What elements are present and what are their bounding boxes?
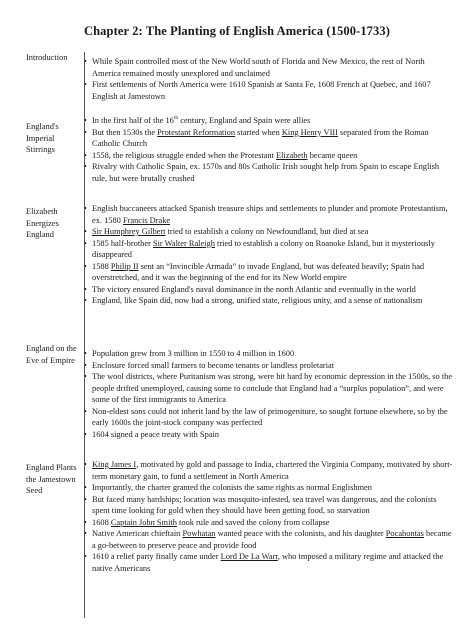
bullet-list: [83, 56, 453, 102]
bullet-item: [83, 203, 453, 226]
bullet-item: [83, 528, 453, 551]
underlined-term: Captain John Smith: [110, 517, 177, 527]
bullet-list: [83, 459, 453, 574]
text-run: But then 1530s the: [92, 127, 158, 137]
text-run: tried to establish a colony on Newfoundland, but died at sea: [165, 227, 369, 236]
text-run: Population grew from 3 million in 1550 to 4 million in 1600: [92, 349, 295, 358]
bullet-item: [83, 238, 453, 261]
text-run: became queen: [307, 150, 358, 160]
bullet-item: [83, 459, 453, 482]
underlined-term: King James I: [92, 460, 137, 469]
text-run: Rivalry with Catholic Spain, ex. 1570s and 80s Catholic Irish sought help from Spain to escape English rule, but were brutally crushed: [92, 162, 440, 183]
text-run: First settlements of North America were 1610 Spanish at Santa Fe, 1608 French at Quebec, and 1607 English at Jamestown: [92, 80, 431, 101]
bullet-item: [83, 56, 453, 79]
bullet-item: [83, 150, 453, 162]
bullet-item: [83, 115, 453, 127]
underlined-term: Powhatan: [182, 529, 216, 538]
bullet-list: [83, 203, 453, 307]
bullet-item: [83, 360, 453, 372]
text-run: Enclosure forced small farmers to become tenants or landless proletariat: [92, 360, 335, 370]
underlined-term: Sir Humphrey Gilbert: [92, 227, 166, 236]
section-label: England Plants the Jamestown Seed: [26, 463, 77, 495]
underlined-term: King Henry VIII: [281, 127, 338, 137]
section-label: England's Imperial Stirrings: [26, 122, 59, 154]
underlined-term: Lord De La Warr: [220, 552, 278, 561]
text-run: separated from the Roman Catholic Church: [92, 127, 429, 148]
text-run: 1585 half-brother: [92, 238, 153, 248]
bullet-list: [83, 115, 453, 184]
text-run: But faced many hardships; location was mosquito-infested, sea travel was dangerous, and the colonists spent time looking for gold when they should have been getting food, so starvation: [92, 494, 437, 515]
page-title: Chapter 2: The Planting of English America (1500-1733): [84, 24, 390, 38]
text-run: wanted peace with the colonists, and his daughter: [215, 529, 386, 538]
text-run: century, England and Spain were allies: [178, 116, 311, 125]
underlined-term: Philip II: [110, 261, 139, 271]
underlined-term: Protestant Reformation: [157, 127, 236, 137]
text-run: Native American chieftain: [92, 529, 183, 538]
text-run: 1608: [92, 517, 111, 527]
text-run: , who imposed a military regime and attacked the native Americans: [92, 552, 444, 573]
text-run: England, like Spain did, now had a strong, unified state, religious unity, and a sense of nationalism: [92, 296, 423, 305]
bullet-item: [83, 371, 453, 406]
text-run: sent an “Invincible Armada” to invade England, but was defeated heavily; Spain had overstretched, and it was the beginning of the end for its New World empire: [92, 261, 425, 282]
bullet-item: [83, 127, 453, 150]
bullet-item: [83, 494, 453, 517]
bullet-item: [83, 226, 453, 238]
text-run: The wool districts, where Puritanism was strong, were hit hard by economic depression in the 1500s, so the people drifted unemployed, causing some to conclude that England had a “surplus population”, and were some of the first immigrants to America: [92, 372, 453, 404]
bullet-item: [83, 348, 453, 360]
underlined-term: Elizabeth: [275, 150, 308, 160]
bullet-item: [83, 517, 453, 529]
text-run: 1610 a relief party finally came under: [92, 552, 221, 561]
bullet-item: [83, 295, 453, 307]
text-run: While Spain controlled most of the New World south of Florida and New Mexico, the rest of North America remained mostly unexplored and unclaimed: [92, 57, 425, 78]
underlined-term: Sir Walter Raleigh: [152, 238, 215, 248]
text-run: tried to establish a colony on Roanoke Island, but it mysteriously disappeared: [92, 238, 435, 259]
text-run: 1588: [92, 261, 111, 271]
bullet-item: [83, 284, 453, 296]
text-run: 1558, the religious struggle ended when the Protestant: [92, 150, 276, 160]
text-run: English buccaneers attacked Spanish treasure ships and settlements to plunder and promote Protestantism, ex. 1580: [92, 204, 448, 225]
bullet-item: [83, 482, 453, 494]
bullet-item: [83, 429, 453, 441]
text-run: Non-eldest sons could not inherit land by the law of primogeniture, so sought fortune elsewhere, so by the early 1600s the joint-stock company was perfected: [92, 406, 448, 427]
text-run: started when: [235, 127, 282, 137]
bullet-list: [83, 348, 453, 440]
section-label: Introduction: [26, 53, 68, 62]
bullet-item: [83, 551, 453, 574]
text-run: took rule and saved the colony from collapse: [176, 517, 330, 527]
bullet-item: [83, 261, 453, 284]
text-run: , motivated by gold and passage to India, chartered the Virginia Company, motivated by short-term monetary gain, to fund a settlement in North America: [92, 460, 453, 481]
section-label: England on the Eve of Empire: [26, 344, 77, 365]
bullet-item: [83, 161, 453, 184]
text-run: The victory ensured England's naval dominance in the north Atlantic and eventually in the world: [92, 284, 416, 294]
bullet-item: [83, 79, 453, 102]
underlined-term: Pocahontas: [385, 529, 424, 538]
superscript: th: [173, 115, 179, 122]
underlined-term: Francis Drake: [122, 215, 171, 225]
text-run: Importantly, the charter granted the colonists the same rights as normal Englishmen: [92, 483, 372, 492]
text-run: In the first half of the 16: [92, 116, 174, 125]
text-run: became a go-between to preserve peace and provide food: [92, 529, 452, 550]
text-run: 1604 signed a peace treaty with Spain: [92, 429, 219, 439]
section-label: Elizabeth Energizes England: [26, 207, 59, 239]
bullet-item: [83, 406, 453, 429]
